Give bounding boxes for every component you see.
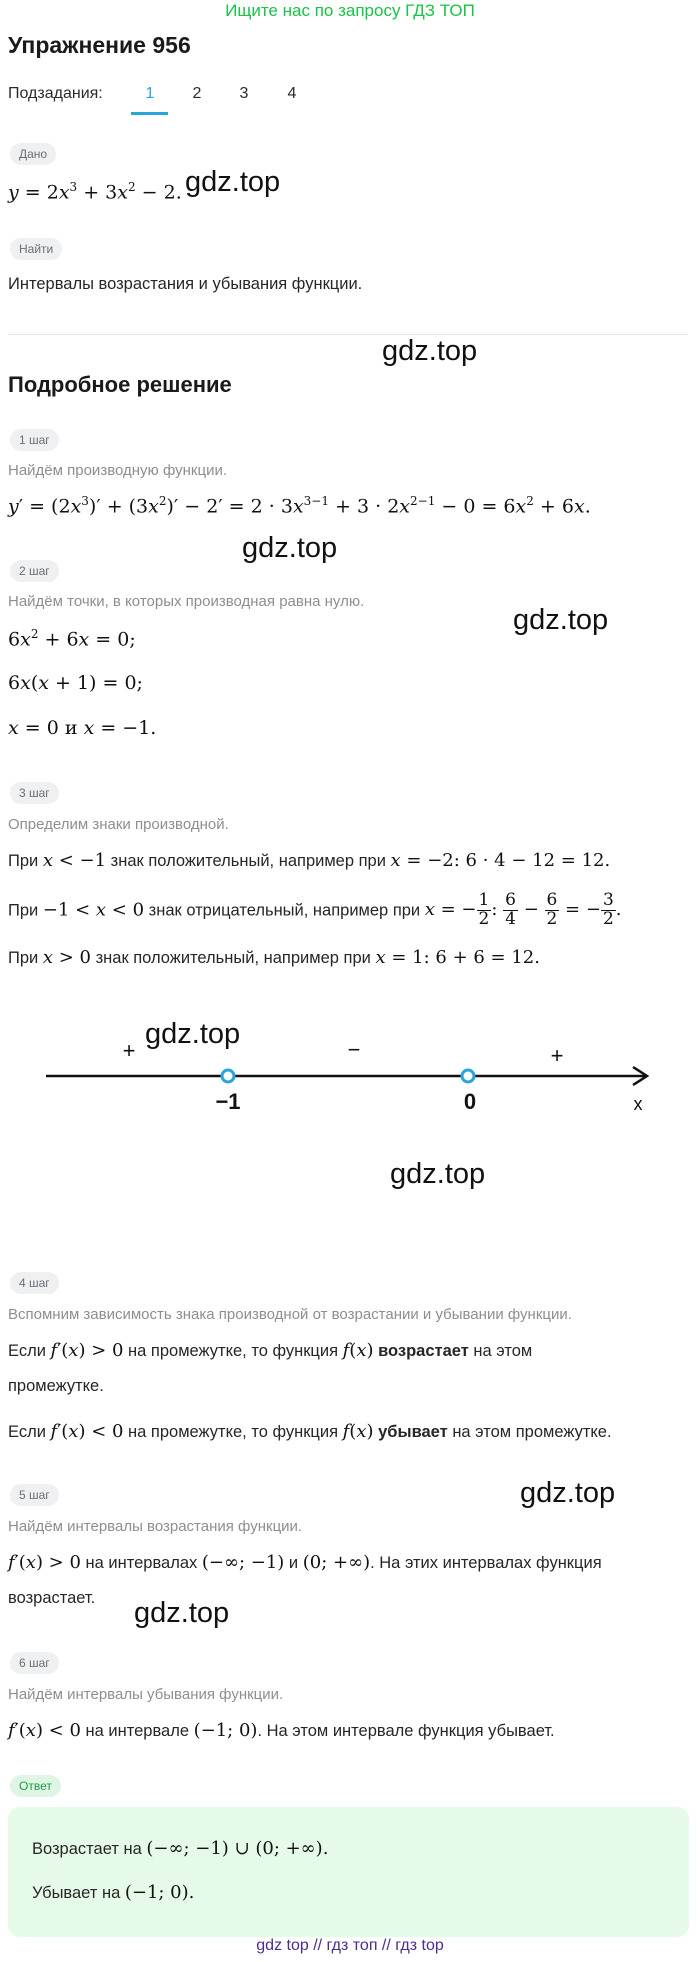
text: на этом [473,1342,533,1360]
text: При [8,901,39,920]
footer-links[interactable]: gdz top // гдз топ // гдз top [256,1937,444,1954]
point-label-zero: 0 [463,1089,477,1114]
subtask-tab-4[interactable]: 4 [287,85,297,102]
active-tab-indicator [131,112,168,115]
answer-pill: Ответ [10,1775,61,1797]
step-4-pill: 4 шаг [10,1272,59,1294]
watermark: gdz.top [242,532,338,564]
text: Если [8,1423,46,1441]
find-pill: Найти [10,238,62,260]
text: на интервалах [85,1554,198,1572]
rule-decrease-line: Если f′(x) < 0 на промежутке, то функция f(x) убывает на этом промежутке. [8,1421,612,1442]
text: на этом промежутке. [452,1423,612,1441]
point-label-minus-one: −1 [215,1089,241,1114]
text: знак положительный, например при [95,949,371,967]
given-pill: Дано [10,143,56,165]
text: . На этих интервалах функция [370,1554,602,1572]
step-6-pill: 6 шаг [10,1652,59,1674]
sign-plus-left: + [122,1038,136,1063]
banner[interactable]: Ищите нас по запросу ГДЗ ТОП [225,1,475,20]
text: При [8,852,39,870]
watermark: gdz.top [382,335,478,367]
given-formula: $y = 2x^3 + 3x^2 - 2$. [8,180,182,204]
subtasks-label: Подзадания: [8,85,103,102]
step-2-caption: Найдём точки, в которых производная равна нулю. [8,593,365,610]
watermark: gdz.top [513,604,609,636]
text: Возрастает на [32,1840,142,1858]
subtask-tab-3[interactable]: 3 [239,85,249,102]
watermark: gdz.top [520,1477,616,1509]
step-1-pill: 1 шаг [10,429,59,451]
point-zero [462,1070,474,1082]
find-text: Интервалы возрастания и убывания функции. [8,275,363,293]
text: на интервале [85,1722,190,1740]
equation-1: $6x^2 + 6x = 0$; [8,627,136,651]
text: знак положительный, например при [110,852,386,870]
text: знак отрицательный, например при [148,901,421,920]
step-4-caption: Вспомним зависимость знака производной от возрастании и убывании функции. [8,1306,572,1323]
equation-roots: x = 0 и x = −1. [8,717,157,739]
text: Убывает на [32,1884,121,1902]
subtask-tab-1[interactable]: 1 [145,85,155,102]
step-3-caption: Определим знаки производной. [8,816,229,833]
text: При [8,949,39,967]
sign-plus-right: + [550,1043,564,1068]
text: возрастает [378,1342,469,1360]
step-3-pill: 3 шаг [10,782,59,804]
step-5-caption: Найдём интервалы возрастания функции. [8,1518,303,1535]
text: на промежутке, то функция [128,1342,339,1360]
page-title: Упражнение 956 [8,32,191,58]
text: Если [8,1342,46,1360]
number-line [0,1010,700,1130]
text: и [288,1554,299,1572]
solution-title: Подробное решение [8,372,232,397]
axis-label: x [633,1094,643,1114]
derivative-formula: $y' = (2x^3)' + (3x^2)' - 2' = 2 \cdot 3x^{3-1} + 3 \cdot 2x^{2-1} - 0 = 6x^2 + 6x$. [8,494,591,518]
step-6-caption: Найдём интервалы убывания функции. [8,1686,284,1703]
increase-intervals: f′(x) > 0 на интервалах (−∞; −1) и (0; +∞). На этих интервалах функция [8,1552,602,1573]
step-1-caption: Найдём производную функции. [8,462,227,479]
watermark: gdz.top [390,1158,486,1190]
equation-2: 6x(x + 1) = 0; [8,672,143,694]
text: на промежутке, то функция [128,1423,339,1441]
text: убывает [378,1423,448,1441]
sign-line-3: При x > 0 знак положительный, например при x = 1: 6 + 6 = 12. [8,947,540,968]
sign-line-2: При −1 < x < 0 знак отрицательный, например при x = − $\frac{1}{2}$ : $\frac{6}{4}$ − $\frac{6}{2}$ = − $\frac{3}{2}$ . [8,890,622,929]
rule-increase-line-end: промежутке. [8,1377,104,1395]
point-minus-one [222,1070,234,1082]
answer-decrease: Убывает на (−1; 0). [32,1882,195,1903]
subtask-tab-2[interactable]: 2 [192,85,202,102]
answer-box [8,1807,689,1937]
increase-intervals-end: возрастает. [8,1589,96,1607]
step-5-pill: 5 шаг [10,1484,59,1506]
watermark: gdz.top [185,166,281,198]
divider [8,334,688,335]
decrease-interval: f′(x) < 0 на интервале (−1; 0). На этом интервале функция убывает. [8,1720,555,1741]
step-2-pill: 2 шаг [10,560,59,582]
watermark: gdz.top [145,1018,241,1050]
sign-line-1: При x < −1 знак положительный, например при x = −2: 6 · 4 − 12 = 12. [8,850,611,871]
watermark: gdz.top [134,1597,230,1629]
text: . На этом интервале функция убывает. [257,1722,555,1740]
answer-increase: Возрастает на (−∞; −1) ∪ (0; +∞). [32,1838,329,1859]
sign-minus: − [347,1037,361,1062]
rule-increase-line: Если f′(x) > 0 на промежутке, то функция f(x) возрастает на этом [8,1340,533,1361]
